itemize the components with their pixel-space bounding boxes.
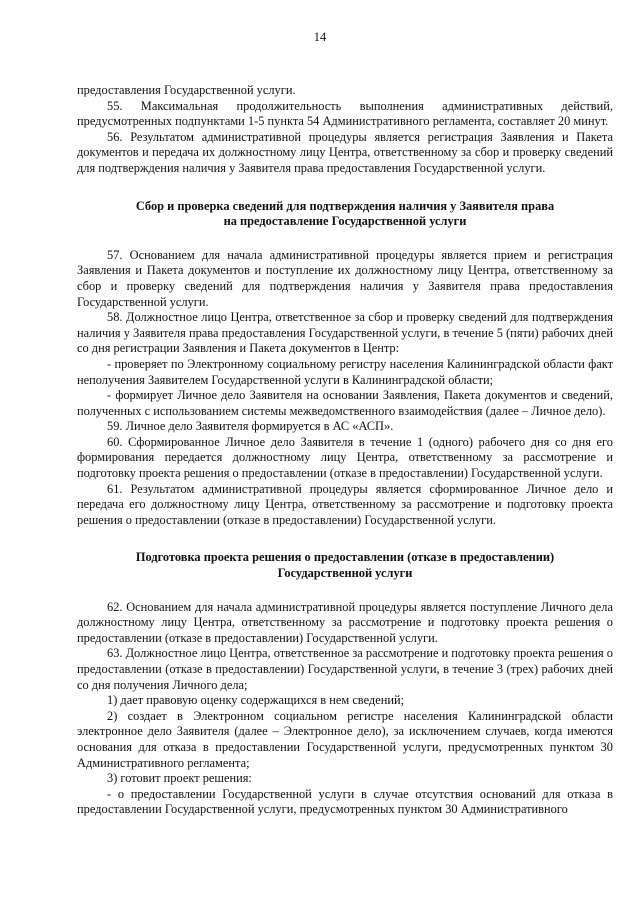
paragraph-59: 59. Личное дело Заявителя формируется в АС «АСП». [107, 419, 394, 434]
paragraph-55: 55. Максимальная продолжительность выполнения административных действий, предусмотренных подпунктами 1-5 пункта 54 Административного регламента, составляет 20 минут. [77, 98, 613, 129]
paragraph-63-item-1: 1) дает правовую оценку содержащихся в нем сведений; [107, 693, 405, 708]
paragraph-63-item-3: 3) готовит проект решения: [107, 771, 252, 786]
heading-line: Государственной услуги [277, 566, 413, 581]
paragraph-63-item-3a: - о предоставлении Государственной услуги в случае отсутствия оснований для отказа в предоставлении Государственной услуги, предусмотренных пунктом 30 Административного [77, 786, 613, 817]
paragraph-58-item-b: - формирует Личное дело Заявителя на основании Заявления, Пакета документов и сведений, полученных с использованием системы межведомственного взаимодействия (далее – Личное дело). [77, 388, 613, 418]
section-heading-decision-preparation [77, 550, 613, 581]
heading-line: на предоставление Государственной услуги [223, 214, 467, 229]
heading-line: Сбор и проверка сведений для подтверждения наличия у Заявителя права [135, 198, 555, 213]
paragraph-63-item-2: 2) создает в Электронном социальном регистре населения Калининградской области электронное дело Заявителя (далее – Электронное дело), за исключением случаев, когда имеются основания для отказа в предоставлении Государственной услуги, предусмотренных пунктом 30 Административного регламента; [77, 708, 613, 770]
paragraph-58-item-a: - проверяет по Электронному социальному регистру населения Калининградской области факт неполучения Заявителем Государственной услуги в Калининградской области; [77, 356, 613, 387]
paragraph-57: 57. Основанием для начала административной процедуры является прием и регистрация Заявления и Пакета документов и поступление их должностному лицу Центра, ответственному за сбор и проверку сведений для подтверждения наличия у Заявителя права предоставления Государственной услуги. [77, 247, 613, 309]
paragraph-60: 60. Сформированное Личное дело Заявителя в течение 1 (одного) рабочего дня со дня его формирования передается должностному лицу Центра, ответственному за рассмотрение и подготовку проекта решения о предоставлении (отказе в предоставлении) Государственной услуги. [77, 434, 613, 481]
document-body [77, 83, 613, 818]
paragraph-58: 58. Должностное лицо Центра, ответственное за сбор и проверку сведений для подтверждения наличия у Заявителя права предоставления Государственной услуги, в течение 5 (пяти) рабочих дней со дня регистрации Заявления и Пакета документов в Центр: [77, 310, 613, 356]
paragraph-61: 61. Результатом административной процедуры является сформированное Личное дело и передача его должностному лицу Центра, ответственному за рассмотрение и подготовку проекта решения о предоставлении (отказе в предоставлении) Государственной услуги. [77, 481, 613, 527]
heading-line: Подготовка проекта решения о предоставлении (отказе в предоставлении) [135, 550, 555, 565]
paragraph-56: 56. Результатом административной процедуры является регистрация Заявления и Пакета документов и передача их должностному лицу Центра, ответственному за сбор и проверку сведений для подтверждения наличия у Заявителя права предоставления Государственной услуги. [77, 129, 613, 175]
paragraph-63: 63. Должностное лицо Центра, ответственное за рассмотрение и подготовку проекта решения о предоставлении (отказе в предоставлении) Государственной услуги, в течение 3 (трех) рабочих дней со дня получения Личного дела; [77, 646, 614, 692]
paragraph-62: 62. Основанием для начала административной процедуры является поступление Личного дела должностному лицу Центра, ответственному за рассмотрение и подготовку проекта решения о предоставлении (отказе в предоставлении) Государственной услуги. [77, 599, 613, 645]
page-number: 14 [313, 30, 327, 44]
paragraph-continuation: предоставления Государственной услуги. [77, 83, 296, 97]
section-heading-data-collection [77, 199, 613, 230]
